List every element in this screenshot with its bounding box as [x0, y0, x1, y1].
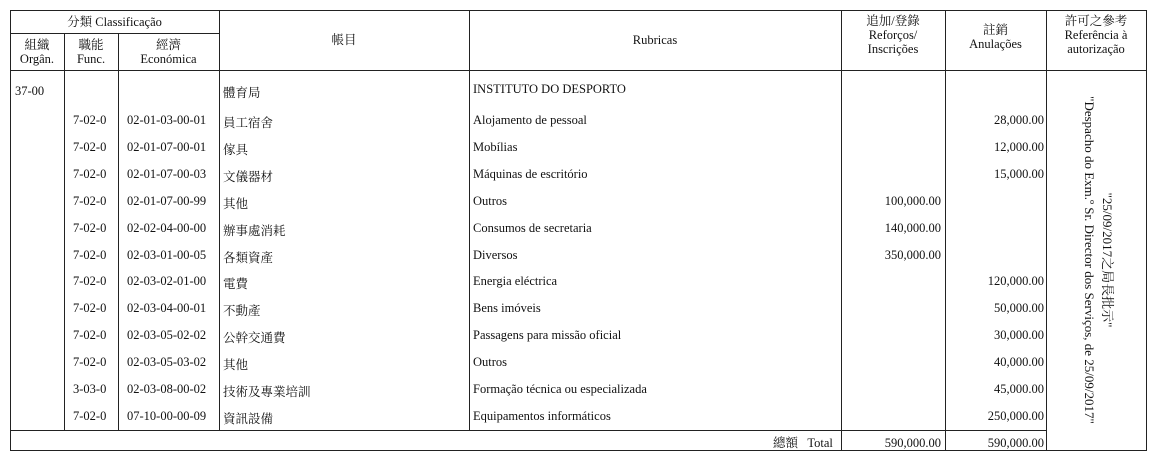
header-referencia-zh: 許可之參考	[1064, 14, 1128, 28]
row-account-zh: 文儀器材	[223, 170, 274, 184]
table-bottom-border	[10, 450, 1147, 451]
row-econ-code: 07-10-00-00-09	[127, 409, 207, 423]
row-reforco: 100,000.00	[884, 194, 941, 208]
row-rubrica-pt: Equipamentos informáticos	[473, 409, 611, 423]
row-rubrica-pt: Mobílias	[473, 140, 518, 154]
header-organ	[10, 38, 64, 66]
row-anulacao: 45,000.00	[994, 382, 1044, 396]
row-econ-code: 02-01-07-00-99	[127, 194, 207, 208]
row-econ-code: 02-03-04-00-01	[127, 301, 207, 315]
header-account: 帳目	[331, 33, 357, 47]
row-econ-code: 02-03-01-00-05	[127, 248, 207, 262]
header-anulacoes-pt: Anulações	[969, 37, 1022, 51]
row-econ-code: 02-03-08-00-02	[127, 382, 207, 396]
row-econ-code: 02-03-02-01-00	[127, 274, 207, 288]
total-label-pt: Total	[807, 436, 833, 450]
total-anulacoes: 590,000.00	[987, 436, 1044, 450]
row-account-zh: 技術及專業培訓	[223, 385, 311, 399]
row-account-zh: 公幹交通費	[223, 331, 286, 345]
header-rubricas: Rubricas	[632, 33, 678, 47]
row-account-zh: 其他	[223, 197, 249, 211]
header-anulacoes-zh: 註銷	[982, 23, 1008, 37]
total-label	[773, 436, 833, 450]
row-func-code: 7-02-0	[73, 248, 107, 262]
col-divider-organ	[64, 33, 65, 431]
row-func-code: 7-02-0	[73, 140, 107, 154]
header-bottom-border	[10, 70, 1147, 71]
row-account-zh: 辦事處消耗	[223, 224, 286, 238]
header-reforcos	[841, 14, 945, 56]
agency-name-zh: 體育局	[223, 86, 261, 100]
row-account-zh: 傢具	[223, 143, 249, 157]
header-referencia-pt1: Referência à	[1064, 28, 1128, 42]
row-econ-code: 02-02-04-00-00	[127, 221, 207, 235]
authorization-line-2: "Despacho do Exm.º Sr. Director dos Serviços, de 25/09/2017"	[1082, 96, 1097, 424]
row-econ-code: 02-03-05-02-02	[127, 328, 207, 342]
row-anulacao: 50,000.00	[994, 301, 1044, 315]
row-econ-code: 02-01-07-00-01	[127, 140, 207, 154]
row-account-zh: 不動產	[223, 304, 261, 318]
header-func-pt: Func.	[76, 52, 106, 66]
row-rubrica-pt: Alojamento de pessoal	[473, 113, 587, 127]
row-econ-code: 02-03-05-03-02	[127, 355, 207, 369]
header-func	[64, 38, 118, 66]
organ-code: 37-00	[15, 84, 45, 98]
header-organ-zh: 組織	[24, 38, 50, 52]
row-func-code: 7-02-0	[73, 194, 107, 208]
row-rubrica-pt: Máquinas de escritório	[473, 167, 588, 181]
row-anulacao: 250,000.00	[987, 409, 1044, 423]
total-label-zh: 總額	[773, 436, 799, 450]
row-rubrica-pt: Passagens para missão oficial	[473, 328, 622, 342]
row-rubrica-pt: Energia eléctrica	[473, 274, 558, 288]
row-account-zh: 員工宿舍	[223, 116, 274, 130]
row-reforco: 350,000.00	[884, 248, 941, 262]
header-classification: 分類 Classificação	[67, 15, 162, 29]
row-func-code: 7-02-0	[73, 328, 107, 342]
header-econ	[118, 38, 219, 66]
col-divider-func	[118, 33, 119, 431]
row-rubrica-pt: Diversos	[473, 248, 518, 262]
row-rubrica-pt: Bens imóveis	[473, 301, 541, 315]
header-reforcos-pt2: Inscrições	[867, 42, 919, 56]
row-func-code: 7-02-0	[73, 355, 107, 369]
row-reforco: 140,000.00	[884, 221, 941, 235]
row-account-zh: 各類資產	[223, 251, 274, 265]
header-reforcos-zh: 追加/登錄	[866, 14, 920, 28]
row-econ-code: 02-01-07-00-03	[127, 167, 207, 181]
total-reforcos: 590,000.00	[884, 436, 941, 450]
header-organ-pt: Orgân.	[19, 52, 55, 66]
row-func-code: 7-02-0	[73, 409, 107, 423]
col-divider-econ	[219, 10, 220, 431]
header-econ-zh: 經濟	[155, 38, 181, 52]
header-referencia	[1046, 14, 1146, 56]
header-func-zh: 職能	[78, 38, 104, 52]
row-account-zh: 資訊設備	[223, 412, 274, 426]
total-top-border	[10, 430, 1046, 431]
row-account-zh: 其他	[223, 358, 249, 372]
header-reforcos-pt1: Reforços/	[868, 28, 918, 42]
col-divider-account	[469, 10, 470, 431]
row-anulacao: 40,000.00	[994, 355, 1044, 369]
header-anulacoes	[945, 23, 1046, 51]
authorization-reference	[1046, 70, 1150, 450]
row-account-zh: 電費	[223, 277, 249, 291]
row-rubrica-pt: Consumos de secretaria	[473, 221, 592, 235]
row-anulacao: 12,000.00	[994, 140, 1044, 154]
table-left-border	[10, 10, 11, 451]
row-rubrica-pt: Formação técnica ou especializada	[473, 382, 647, 396]
authorization-line-1: "25/09/2017之局長批示"	[1100, 192, 1115, 328]
row-func-code: 3-03-0	[73, 382, 107, 396]
row-econ-code: 02-01-03-00-01	[127, 113, 207, 127]
row-anulacao: 28,000.00	[994, 113, 1044, 127]
row-anulacao: 15,000.00	[994, 167, 1044, 181]
row-func-code: 7-02-0	[73, 221, 107, 235]
row-anulacao: 30,000.00	[994, 328, 1044, 342]
row-func-code: 7-02-0	[73, 274, 107, 288]
table-top-border	[10, 10, 1147, 11]
header-econ-pt: Económica	[140, 52, 197, 66]
row-func-code: 7-02-0	[73, 167, 107, 181]
row-rubrica-pt: Outros	[473, 355, 508, 369]
agency-name-pt: INSTITUTO DO DESPORTO	[473, 82, 626, 96]
row-func-code: 7-02-0	[73, 301, 107, 315]
header-referencia-pt2: autorização	[1067, 42, 1125, 56]
row-func-code: 7-02-0	[73, 113, 107, 127]
row-anulacao: 120,000.00	[987, 274, 1044, 288]
classification-divider	[10, 33, 219, 34]
row-rubrica-pt: Outros	[473, 194, 508, 208]
